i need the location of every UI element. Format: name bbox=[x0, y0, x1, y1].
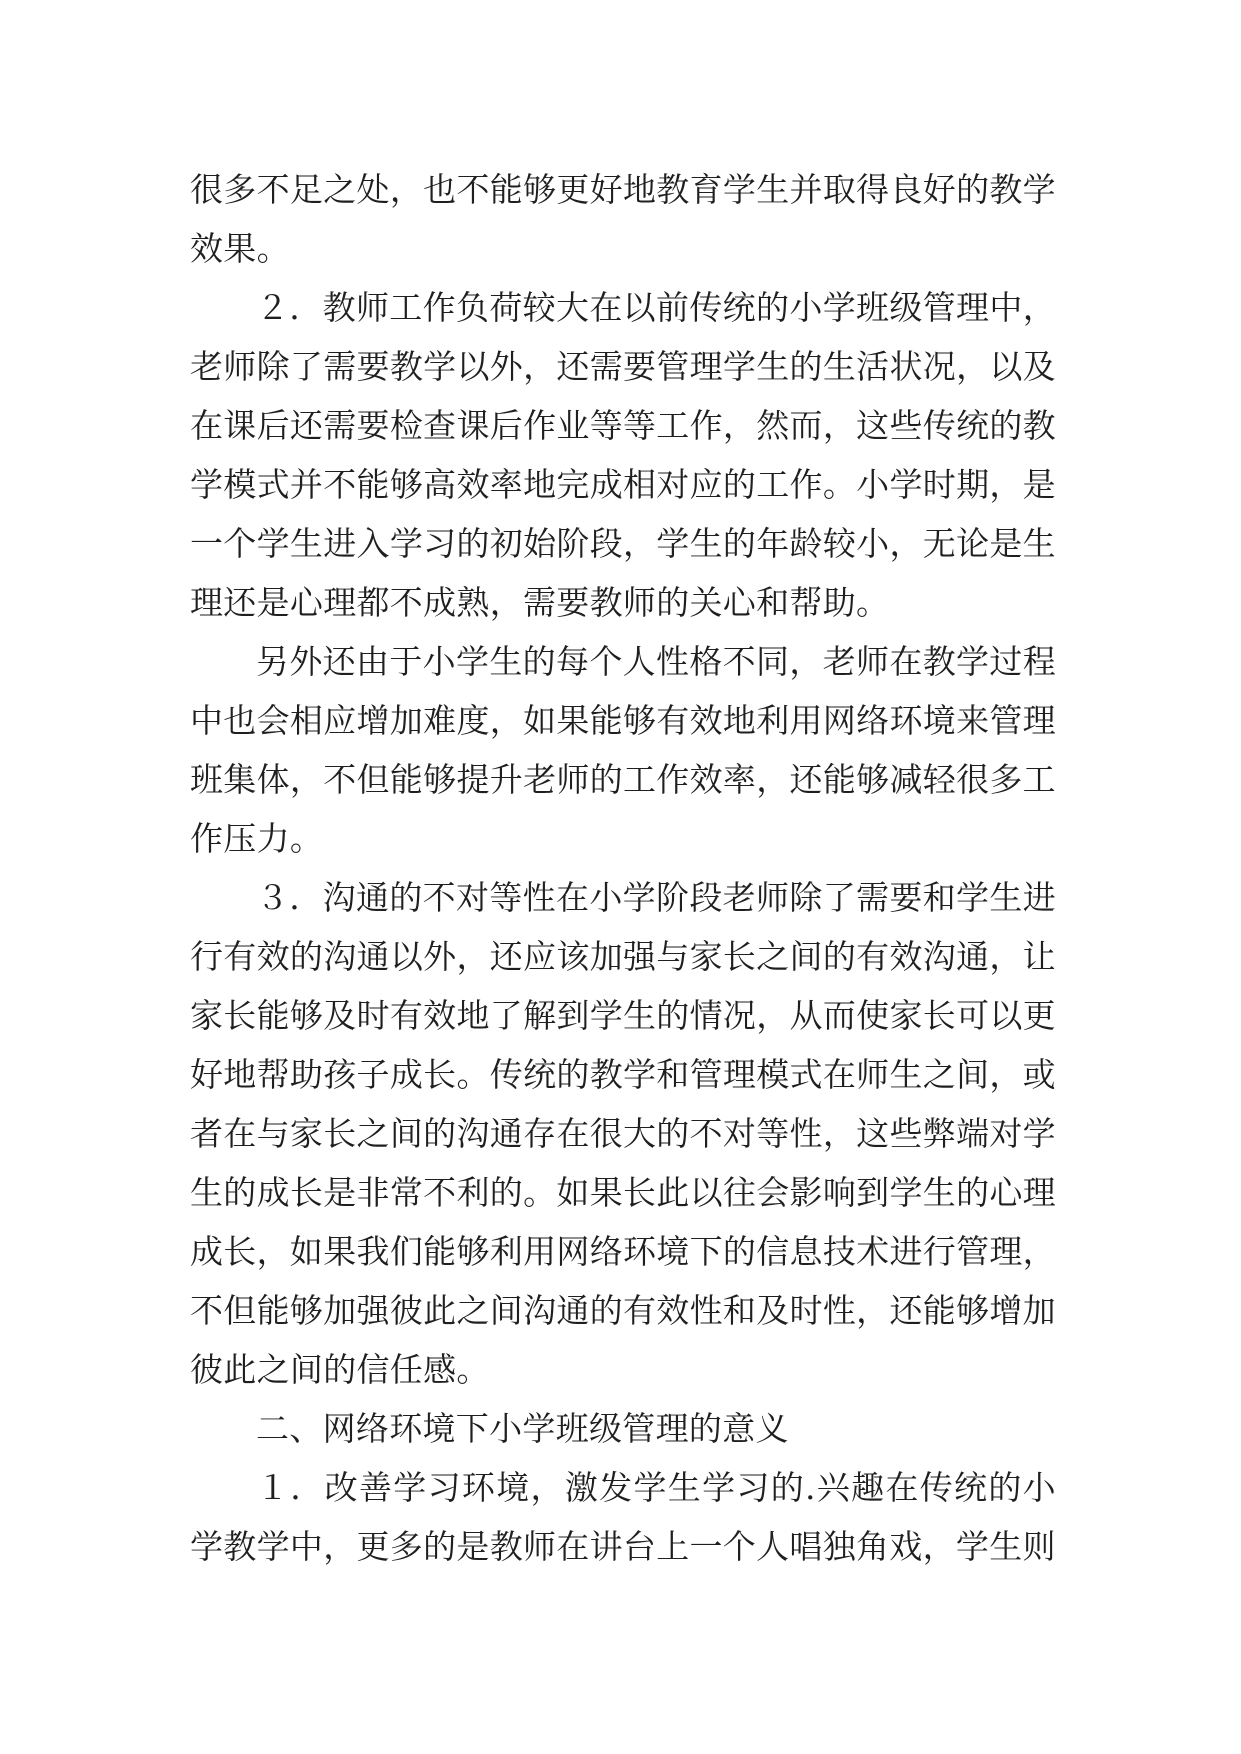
section-heading: 二、网络环境下小学班级管理的意义 bbox=[256, 1409, 789, 1448]
paragraph-5: １．改善学习环境，激发学生学习的.兴趣在传统的小学教学中，更多的是教师在讲台上一个人唱独角戏，学生则 bbox=[190, 1468, 1056, 1566]
paragraph-4: ３．沟通的不对等性在小学阶段老师除了需要和学生进行有效的沟通以外，还应该加强与家长之间的有效沟通，让家长能够及时有效地了解到学生的情况，从而使家长可以更好地帮助孩子成长。传统的教学和管理模式在师生之间，或者在与家长之间的沟通存在很大的不对等性，这些弊端对学生的成长是非常不利的。如果长此以往会影响到学生的心理成长，如果我们能够利用网络环境下的信息技术进行管理，不但能够加强彼此之间沟通的有效性和及时性，还能够增加彼此之间的信任感。 bbox=[190, 878, 1056, 1389]
paragraph-2: ２．教师工作负荷较大在以前传统的小学班级管理中，老师除了需要教学以外，还需要管理学生的生活状况，以及在课后还需要检查课后作业等等工作，然而，这些传统的教学模式并不能够高效率地完成相对应的工作。小学时期，是一个学生进入学习的初始阶段，学生的年龄较小，无论是生理还是心理都不成熟，需要教师的关心和帮助。 bbox=[190, 288, 1056, 622]
document-body bbox=[190, 160, 1056, 1576]
paragraph-1: 很多不足之处，也不能够更好地教育学生并取得良好的教学效果。 bbox=[190, 170, 1056, 268]
paragraph-3: 另外还由于小学生的每个人性格不同，老师在教学过程中也会相应增加难度，如果能够有效地利用网络环境来管理班集体，不但能够提升老师的工作效率，还能够减轻很多工作压力。 bbox=[190, 642, 1056, 858]
